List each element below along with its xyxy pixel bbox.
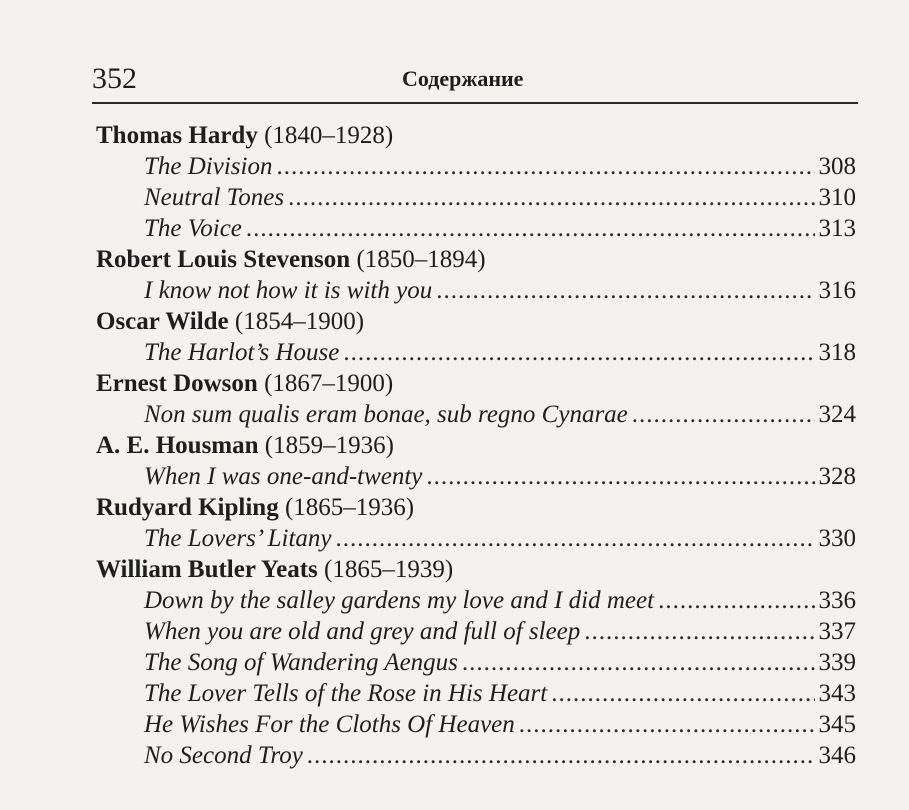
dot-leader [343, 337, 814, 368]
entry-title: The Lover Tells of the Rose in His Heart [144, 680, 548, 707]
dot-leader [276, 151, 814, 182]
page-header [92, 58, 858, 104]
entry-title: The Voice [144, 215, 242, 242]
running-head: Содержание [402, 66, 524, 91]
dot-leader [336, 523, 815, 554]
entry-page-number: 339 [818, 649, 856, 676]
author-name: Oscar Wilde [96, 308, 229, 335]
toc-author [96, 368, 856, 399]
entry-title: Down by the salley gardens my love and I did meet [144, 587, 655, 614]
entry-page-number: 346 [818, 742, 856, 769]
entry-title: When you are old and grey and full of sleep [144, 618, 581, 645]
author-name: Ernest Dowson [96, 370, 258, 397]
entry-title: He Wishes For the Cloths Of Heaven [144, 711, 515, 738]
toc-entry[interactable] [96, 523, 856, 554]
entry-title: I know not how it is with you [144, 277, 433, 304]
toc-entry[interactable] [96, 182, 856, 213]
entry-page-number: 330 [818, 525, 856, 552]
author-name: Robert Louis Stevenson [96, 246, 351, 273]
toc-entry[interactable] [96, 585, 856, 616]
author-name: A. E. Housman [96, 432, 259, 459]
dot-leader [632, 399, 815, 430]
toc-author [96, 430, 856, 461]
dot-leader [436, 275, 814, 306]
toc-entry[interactable] [96, 461, 856, 492]
toc-entry[interactable] [96, 337, 856, 368]
entry-title: The Song of Wandering Aengus [144, 649, 458, 676]
toc-author [96, 306, 856, 337]
dot-leader [426, 461, 814, 492]
entry-title: The Division [144, 153, 273, 180]
dot-leader [658, 585, 814, 616]
author-dates: (1859–1936) [264, 432, 394, 459]
author-dates: (1867–1900) [264, 370, 394, 397]
author-dates: (1840–1928) [264, 122, 394, 149]
entry-page-number: 316 [818, 277, 856, 304]
dot-leader [462, 647, 815, 678]
entry-title: When I was one-and-twenty [144, 463, 423, 490]
toc-author [96, 554, 856, 585]
entry-page-number: 345 [818, 711, 856, 738]
entry-title: The Lovers’ Litany [144, 525, 332, 552]
toc-entry[interactable] [96, 740, 856, 771]
author-dates: (1865–1936) [284, 494, 415, 521]
entry-title: No Second Troy [144, 742, 303, 769]
entry-page-number: 337 [818, 618, 856, 645]
entry-page-number: 336 [818, 587, 856, 614]
toc-author [96, 244, 856, 275]
entry-page-number: 343 [818, 680, 856, 707]
toc-entry[interactable] [96, 678, 856, 709]
dot-leader [584, 616, 814, 647]
dot-leader [551, 678, 814, 709]
entry-page-number: 313 [818, 215, 856, 242]
author-dates: (1850–1894) [356, 246, 486, 273]
toc-entry[interactable] [96, 709, 856, 740]
author-name: William Butler Yeats [96, 556, 318, 583]
toc-entry[interactable] [96, 151, 856, 182]
dot-leader [307, 740, 815, 771]
toc-entry[interactable] [96, 647, 856, 678]
toc-entry[interactable] [96, 275, 856, 306]
author-dates: (1854–1900) [234, 308, 365, 335]
dot-leader [519, 709, 815, 740]
page-number: 352 [92, 62, 137, 95]
entry-title: Neutral Tones [144, 184, 285, 211]
table-of-contents [96, 120, 856, 771]
entry-page-number: 310 [818, 184, 856, 211]
toc-entry[interactable] [96, 616, 856, 647]
entry-page-number: 324 [818, 401, 856, 428]
entry-title: The Harlot’s House [144, 339, 340, 366]
dot-leader [288, 182, 814, 213]
entry-page-number: 308 [818, 153, 856, 180]
dot-leader [246, 213, 815, 244]
author-name: Rudyard Kipling [96, 494, 279, 521]
toc-entry[interactable] [96, 399, 856, 430]
entry-title: Non sum qualis eram bonae, sub regno Cynarae [144, 401, 628, 428]
toc-author [96, 492, 856, 523]
entry-page-number: 318 [818, 339, 856, 366]
author-name: Thomas Hardy [96, 122, 258, 149]
toc-entry[interactable] [96, 213, 856, 244]
entry-page-number: 328 [818, 463, 856, 490]
toc-author [96, 120, 856, 151]
author-dates: (1865–1939) [324, 556, 454, 583]
